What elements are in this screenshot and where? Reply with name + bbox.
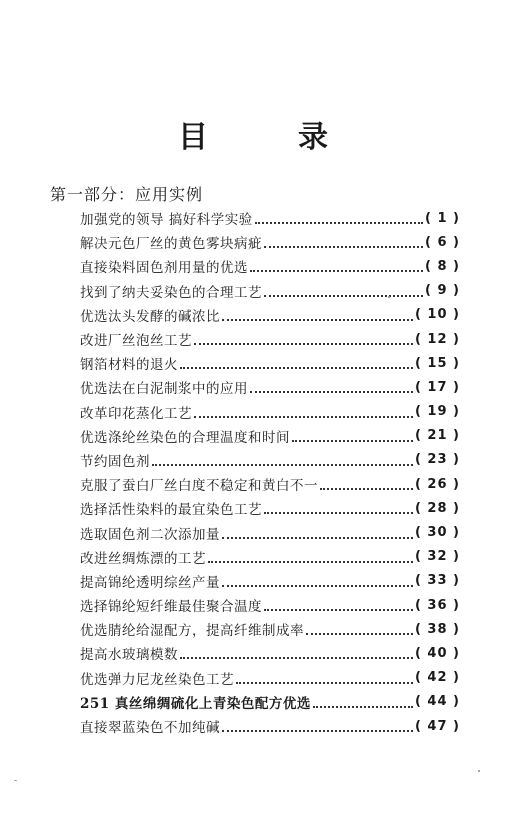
toc-entry-page: ( 33 ): [414, 573, 460, 589]
toc-entry-label: 直接翠蓝染色不加纯碱: [80, 720, 220, 737]
table-of-contents: [80, 206, 460, 738]
toc-entry[interactable]: [80, 545, 460, 569]
toc-entry-label: 优选法在白泥制浆中的应用: [80, 381, 248, 398]
title-char-1: 目: [178, 120, 208, 155]
toc-entry-label: 优选腈纶给湿配方，提高纤维制成率: [80, 623, 304, 640]
toc-entry-page: ( 30 ): [414, 525, 460, 541]
toc-entry-page: ( 6 ): [425, 234, 460, 250]
toc-entry-page: ( 40 ): [414, 645, 460, 661]
dot-leader: [255, 208, 423, 224]
toc-entry-label: 选择活性染料的最宜染色工艺: [80, 502, 262, 519]
dot-leader: [222, 571, 413, 587]
toc-entry-label: 直接染料固色剂用量的优选: [80, 260, 248, 277]
dot-leader: [180, 353, 413, 369]
toc-entry-label: 优选弹力尼龙丝染色工艺: [80, 671, 234, 688]
dot-leader: [264, 498, 413, 514]
page-title: [0, 118, 505, 158]
dot-leader: [208, 547, 413, 563]
dot-leader: [292, 426, 413, 442]
dot-leader: [250, 377, 413, 393]
toc-entry-page: ( 23 ): [414, 452, 460, 468]
toc-entry[interactable]: [80, 279, 460, 303]
toc-entry[interactable]: [80, 496, 460, 520]
toc-entry[interactable]: [80, 520, 460, 544]
dot-leader: [222, 305, 413, 321]
toc-entry[interactable]: [80, 666, 460, 690]
toc-entry[interactable]: [80, 375, 460, 399]
toc-entry-page: ( 1 ): [425, 210, 460, 226]
toc-entry[interactable]: [80, 448, 460, 472]
dot-leader: [264, 595, 413, 611]
toc-entry-label: 优选涤纶丝染色的合理温度和时间: [80, 429, 290, 446]
toc-entry-label: 节约固色剂: [80, 453, 150, 470]
dot-leader: [194, 402, 413, 418]
dot-leader: [222, 716, 413, 732]
dot-leader: [236, 668, 413, 684]
dot-leader: [264, 232, 423, 248]
scan-speck: [388, 296, 390, 298]
toc-entry[interactable]: [80, 303, 460, 327]
toc-entry[interactable]: [80, 206, 460, 230]
toc-entry[interactable]: [80, 327, 460, 351]
toc-entry-page: ( 26 ): [414, 476, 460, 492]
title-char-2: 录: [298, 120, 328, 155]
toc-entry-label: 251 真丝绵绸硫化上青染色配方优选: [80, 695, 311, 712]
toc-entry-page: ( 21 ): [414, 428, 460, 444]
toc-entry-label: 找到了纳夫妥染色的合理工艺: [80, 284, 262, 301]
toc-entry-label: 加强党的领导 搞好科学实验: [80, 212, 253, 229]
toc-entry-page: ( 38 ): [414, 621, 460, 637]
toc-entry[interactable]: [80, 351, 460, 375]
toc-entry-page: ( 44 ): [414, 694, 460, 710]
toc-entry-page: ( 32 ): [414, 549, 460, 565]
toc-entry-label: 改进丝绸炼漂的工艺: [80, 550, 206, 567]
dot-leader: [250, 256, 423, 272]
toc-entry-page: ( 17 ): [414, 379, 460, 395]
dot-leader: [152, 450, 413, 466]
toc-entry[interactable]: [80, 617, 460, 641]
toc-entry-label: 提高水玻璃模数: [80, 647, 178, 664]
toc-entry-label: 克服了蚕白厂丝白度不稳定和黄白不一: [80, 478, 318, 495]
toc-entry-page: ( 36 ): [414, 597, 460, 613]
toc-entry-label: 选取固色剂二次添加量: [80, 526, 220, 543]
dot-leader: [306, 619, 413, 635]
section-heading: 第一部分：应用实例: [50, 185, 204, 204]
dot-leader: [264, 281, 423, 297]
toc-entry[interactable]: [80, 254, 460, 278]
toc-entry-page: ( 19 ): [414, 404, 460, 420]
toc-entry-page: ( 15 ): [414, 355, 460, 371]
toc-entry-page: ( 42 ): [414, 670, 460, 686]
toc-entry[interactable]: [80, 400, 460, 424]
toc-entry-page: ( 12 ): [414, 331, 460, 347]
dot-leader: [180, 643, 413, 659]
toc-entry[interactable]: [80, 424, 460, 448]
toc-entry[interactable]: [80, 593, 460, 617]
toc-entry-label: 提高锦纶透明综丝产量: [80, 574, 220, 591]
scan-speck: [14, 780, 17, 781]
toc-entry[interactable]: [80, 690, 460, 714]
toc-entry[interactable]: [80, 641, 460, 665]
toc-entry-label: 钢箔材料的退火: [80, 357, 178, 374]
dot-leader: [313, 692, 413, 708]
toc-entry-page: ( 8 ): [425, 258, 460, 274]
toc-entry-label: 选择锦纶短纤维最佳聚合温度: [80, 599, 262, 616]
toc-entry-page: ( 47 ): [414, 718, 460, 734]
toc-entry-label: 优选汰头发酵的碱浓比: [80, 308, 220, 325]
dot-leader: [194, 329, 413, 345]
toc-entry-label: 改进厂丝泡丝工艺: [80, 333, 192, 350]
toc-entry[interactable]: [80, 230, 460, 254]
toc-entry-label: 解决元色厂丝的黄色雾块病疵: [80, 236, 262, 253]
toc-entry[interactable]: [80, 714, 460, 738]
toc-entry-label: 改革印花蒸化工艺: [80, 405, 192, 422]
dot-leader: [320, 474, 413, 490]
toc-entry-page: ( 9 ): [425, 283, 460, 299]
toc-entry-page: ( 10 ): [414, 307, 460, 323]
dot-leader: [222, 523, 413, 539]
scan-speck: [478, 770, 480, 772]
toc-entry-page: ( 28 ): [414, 500, 460, 516]
toc-entry[interactable]: [80, 569, 460, 593]
toc-entry[interactable]: [80, 472, 460, 496]
